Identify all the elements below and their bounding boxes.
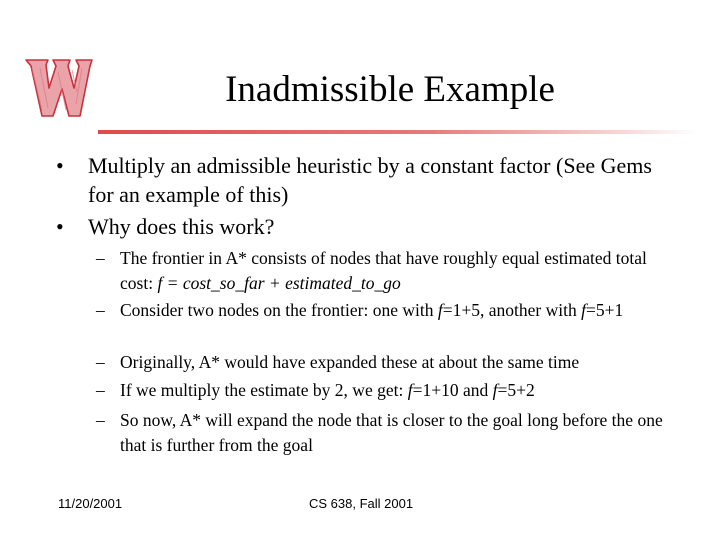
bullet-marker: • — [56, 153, 64, 178]
bullet-text: Multiply an admissible heuristic by a constant factor (See Gems for an example of this) — [88, 153, 652, 207]
sub-bullet-marker: – — [96, 300, 105, 320]
sub-bullet-text: So now, A* will expand the node that is closer to the goal long before the one that is further from the goal — [120, 410, 663, 455]
footer-course: CS 638, Fall 2001 — [309, 496, 414, 511]
sub-bullet-marker: – — [96, 248, 105, 268]
footer-date: 11/20/2001 — [58, 496, 123, 511]
bullet-marker: • — [56, 214, 64, 239]
bullet-text: Why does this work? — [88, 214, 275, 239]
sub-bullet-marker: – — [96, 380, 105, 400]
slide-title: Inadmissible Example — [225, 69, 555, 110]
wisconsin-w-logo — [22, 52, 94, 122]
cost-formula: f = cost_so_far + estimated_to_go — [157, 272, 401, 293]
sub-bullet-text: The frontier in A* consists of nodes that have roughly equal estimated total cost: f = cost_so_far + estimated_to_go — [120, 248, 647, 293]
title-divider — [98, 130, 698, 134]
sub-bullet-marker: – — [96, 352, 105, 372]
sub-bullet-text: Originally, A* would have expanded these at about the same time — [120, 352, 580, 372]
sub-bullet-text: If we multiply the estimate by 2, we get: f=1+10 and f=5+2 — [120, 380, 535, 400]
sub-bullet-text: Consider two nodes on the frontier: one with f=1+5, another with f=5+1 — [120, 300, 624, 320]
sub-bullet-marker: – — [96, 410, 105, 430]
